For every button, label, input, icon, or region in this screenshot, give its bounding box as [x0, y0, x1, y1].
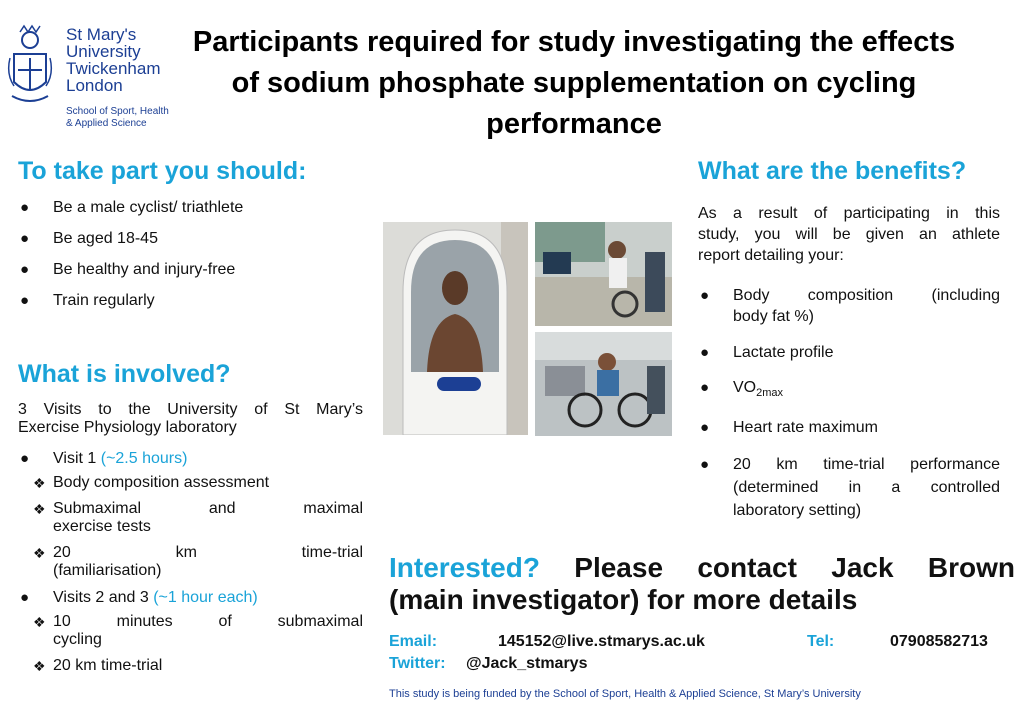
- list-item: ❖ 10 minutes of submaximal cycling: [33, 613, 363, 648]
- diamond-bullet-icon: ❖: [33, 501, 46, 517]
- tel-number[interactable]: 07908582713: [890, 633, 988, 650]
- involved-intro-line: 3 Visits to the University of St Mary’s: [18, 401, 363, 418]
- list-item: ❖ Submaximal and maximal exercise tests: [33, 500, 363, 535]
- bullet-icon: ●: [700, 379, 710, 396]
- bullet-icon: ●: [20, 589, 30, 606]
- contact-line-2: (main investigator) for more details: [389, 584, 858, 615]
- benefits-intro-line: study, you will be given an athlete: [698, 226, 1000, 243]
- title-line: performance: [486, 108, 662, 140]
- logo-text: [66, 26, 160, 94]
- list-item: ● Be healthy and injury-free: [20, 261, 236, 278]
- bullet-icon: ●: [20, 199, 30, 216]
- diamond-bullet-icon: ❖: [33, 545, 46, 561]
- logo-line: St Mary's: [66, 25, 137, 44]
- lab-photo-top: [535, 222, 672, 326]
- tel-label: Tel:: [807, 633, 835, 650]
- list-item: [698, 377, 1000, 404]
- bullet-icon: ●: [20, 292, 30, 309]
- contact-line-1: [389, 552, 1015, 584]
- twitter-label: Twitter:: [389, 655, 446, 672]
- bullet-icon: ●: [20, 230, 30, 247]
- involved-intro: [18, 401, 363, 437]
- logo-line: Twickenham: [66, 59, 161, 78]
- list-item: ● 20 km time-trial performance (determined in a controlled laboratory setting): [698, 453, 1000, 522]
- visit2-duration: (~1 hour each): [153, 589, 258, 606]
- list-item: ❖ Body composition assessment: [33, 474, 270, 491]
- diamond-bullet-icon: ❖: [33, 475, 46, 491]
- visit1-item: ● Visit 1 (~2.5 hours): [20, 450, 188, 467]
- list-item: ● Train regularly: [20, 292, 155, 309]
- list-item: ● Body composition (including body fat %): [700, 287, 1000, 325]
- involved-heading: What is involved?: [18, 360, 231, 388]
- visit1-sublist: [18, 474, 363, 580]
- take-part-heading: To take part you should:: [18, 157, 307, 185]
- benefits-intro-line: report detailing your:: [698, 247, 844, 264]
- benefits-list: [698, 285, 1000, 522]
- school-line: School of Sport, Health: [66, 106, 169, 117]
- list-item: ● Lactate profile: [700, 344, 834, 361]
- visit2-sublist: [18, 613, 363, 675]
- visit1: [18, 450, 363, 468]
- email-label: Email:: [389, 633, 438, 650]
- vo2max-sub: 2max: [756, 387, 784, 400]
- school-line: & Applied Science: [66, 118, 147, 129]
- list-item: ● Be a male cyclist/ triathlete: [20, 199, 244, 216]
- list-item: ● Be aged 18-45: [20, 230, 158, 247]
- list-item: ❖ 20 km time-trial (familiarisation): [33, 544, 363, 579]
- list-item: ❖ 20 km time-trial: [33, 657, 163, 674]
- funding-footer: This study is being funded by the School of Sport, Health & Applied Science, St Mary’s University: [389, 688, 861, 700]
- email-link[interactable]: 145152@live.stmarys.ac.uk: [498, 633, 705, 650]
- diamond-bullet-icon: ❖: [33, 658, 46, 674]
- logo-line: London: [66, 76, 123, 95]
- bullet-icon: ●: [700, 287, 710, 304]
- bullet-icon: ●: [20, 450, 30, 467]
- please-contact-text: Please contact Jack Brown: [574, 552, 1016, 583]
- bodpod-photo: [383, 222, 528, 435]
- visit1-duration: (~2.5 hours): [100, 450, 188, 467]
- benefits-heading: What are the benefits?: [698, 157, 967, 185]
- bullet-icon: ●: [20, 261, 30, 278]
- interested-text: Interested?: [389, 552, 540, 583]
- visit2-item: ● Visits 2 and 3 (~1 hour each): [20, 589, 258, 606]
- logo-line: University: [66, 42, 141, 61]
- take-part-list: [18, 199, 363, 310]
- vo2max-main: VO: [733, 379, 757, 396]
- bullet-icon: ●: [700, 456, 710, 474]
- twitter-handle[interactable]: @Jack_stmarys: [466, 655, 588, 672]
- benefits-intro-line: As a result of participating in this: [698, 205, 1000, 222]
- diamond-bullet-icon: ❖: [33, 614, 46, 630]
- title-line: Participants required for study investigating the effects: [192, 26, 956, 58]
- lab-photo-bottom: [535, 332, 672, 436]
- list-item: ● Heart rate maximum: [700, 419, 878, 437]
- involved-intro-line: Exercise Physiology laboratory: [18, 419, 237, 436]
- title-line: of sodium phosphate supplementation on cycling: [231, 67, 917, 99]
- benefits-intro: [698, 203, 1000, 266]
- contact-heading: [389, 552, 1015, 616]
- bullet-icon: ●: [700, 344, 710, 361]
- university-crest-icon: [6, 24, 54, 108]
- page-title: [148, 22, 1000, 145]
- bullet-icon: ●: [700, 419, 710, 437]
- visit2: [18, 589, 363, 607]
